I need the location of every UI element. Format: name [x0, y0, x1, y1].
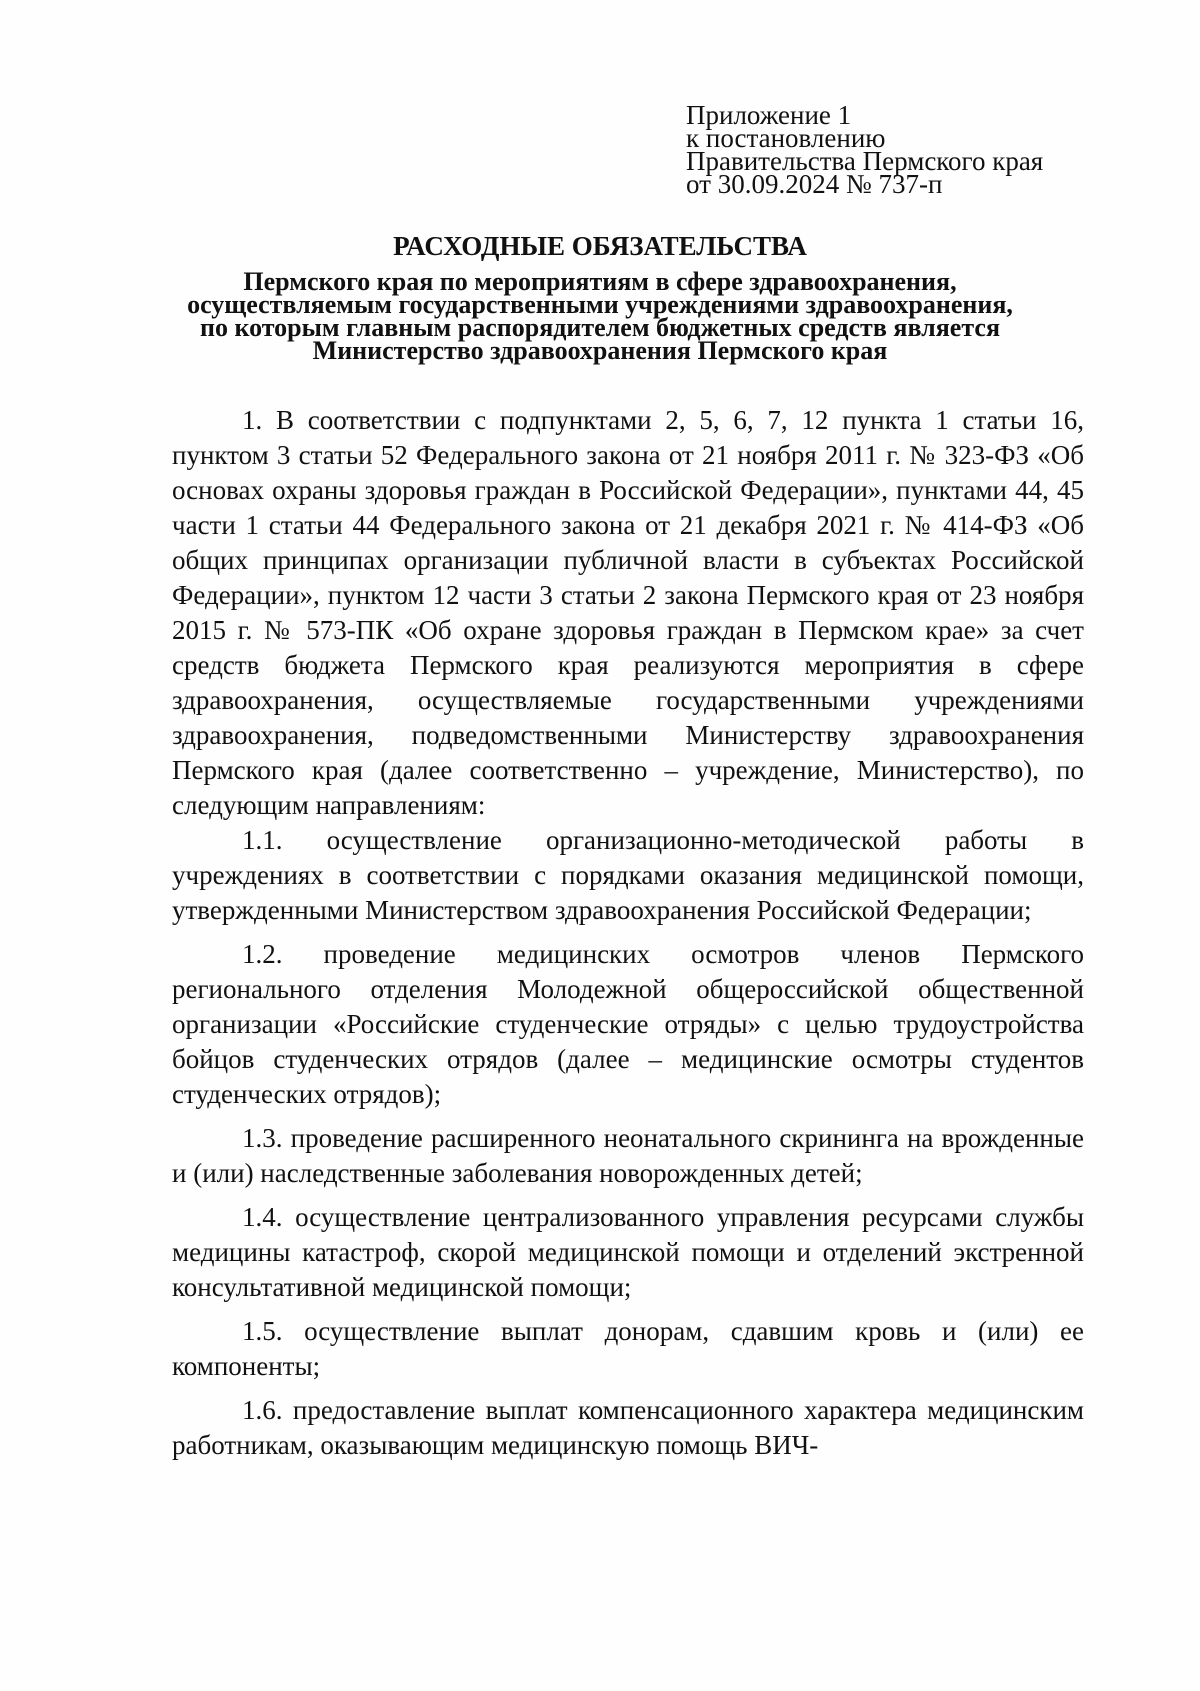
subtitle-line: по которым главным распорядителем бюджетных средств является [199, 313, 1001, 342]
list-item-1-4: 1.4. осуществление централизованного управления ресурсами службы медицины катастроф, скорой медицинской помощи и отделений экстренной консультативной медицинской помощи; [172, 1202, 1084, 1302]
document-subtitle [0, 267, 1200, 365]
list-item-1-2: 1.2. проведение медицинских осмотров членов Пермского регионального отделения Молодежной общероссийской общественной организации «Российские студенческие отряды» с целью трудоустройства бойцов студенческих отрядов (далее – медицинские осмотры студентов студенческих отрядов); [172, 939, 1084, 1109]
appendix-block [686, 100, 1044, 199]
list-item-1-1: 1.1. осуществление организационно-методической работы в учреждениях в соответствии с порядками оказания медицинской помощи, утвержденными Министерством здравоохранения Российской Федерации; [172, 825, 1084, 925]
list-item-1-6: 1.6. предоставление выплат компенсационного характера медицинским работникам, оказывающим медицинскую помощь ВИЧ- [172, 1395, 1084, 1460]
subtitle-line: осуществляемым государственными учреждениями здравоохранения, [187, 290, 1013, 319]
subtitle-line: Министерство здравоохранения Пермского края [312, 336, 888, 365]
list-item-1-3: 1.3. проведение расширенного неонатального скрининга на врожденные и (или) наследственные заболевания новорожденных детей; [172, 1123, 1084, 1188]
appendix-line: Правительства Пермского края [686, 146, 1044, 176]
paragraph-1: 1. В соответствии с подпунктами 2, 5, 6, 7, 12 пункта 1 статьи 16, пунктом 3 статьи 52 Федерального закона от 21 ноября 2011 г. № 323-ФЗ «Об основах охраны здоровья граждан в Российской Федерации», пунктами 44, 45 части 1 статьи 44 Федерального закона от 21 декабря 2021 г. № 414-ФЗ «Об общих принципах организации публичной власти в субъектах Российской Федерации», пунктом 12 части 3 статьи 2 закона Пермского края от 23 ноября 2015 г. № 573-ПК «Об охране здоровья граждан в Пермском крае» за счет средств бюджета Пермского края реализуются мероприятия в сфере здравоохранения, осуществляемые государственными учреждениями здравоохранения, подведомственными Министерству здравоохранения Пермского края (далее соответственно – учреждение, Министерство), по следующим направлениям: [172, 405, 1084, 820]
document-body [172, 403, 1084, 1463]
subtitle-line: Пермского края по мероприятиям в сфере здравоохранения, [243, 267, 957, 296]
list-item-1-5: 1.5. осуществление выплат донорам, сдавшим кровь и (или) ее компоненты; [172, 1316, 1084, 1381]
appendix-line: к постановлению [686, 123, 886, 153]
document-title: РАСХОДНЫЕ ОБЯЗАТЕЛЬСТВА [393, 231, 807, 261]
appendix-line: Приложение 1 [686, 100, 852, 130]
appendix-line: от 30.09.2024 № 737-п [686, 169, 943, 199]
